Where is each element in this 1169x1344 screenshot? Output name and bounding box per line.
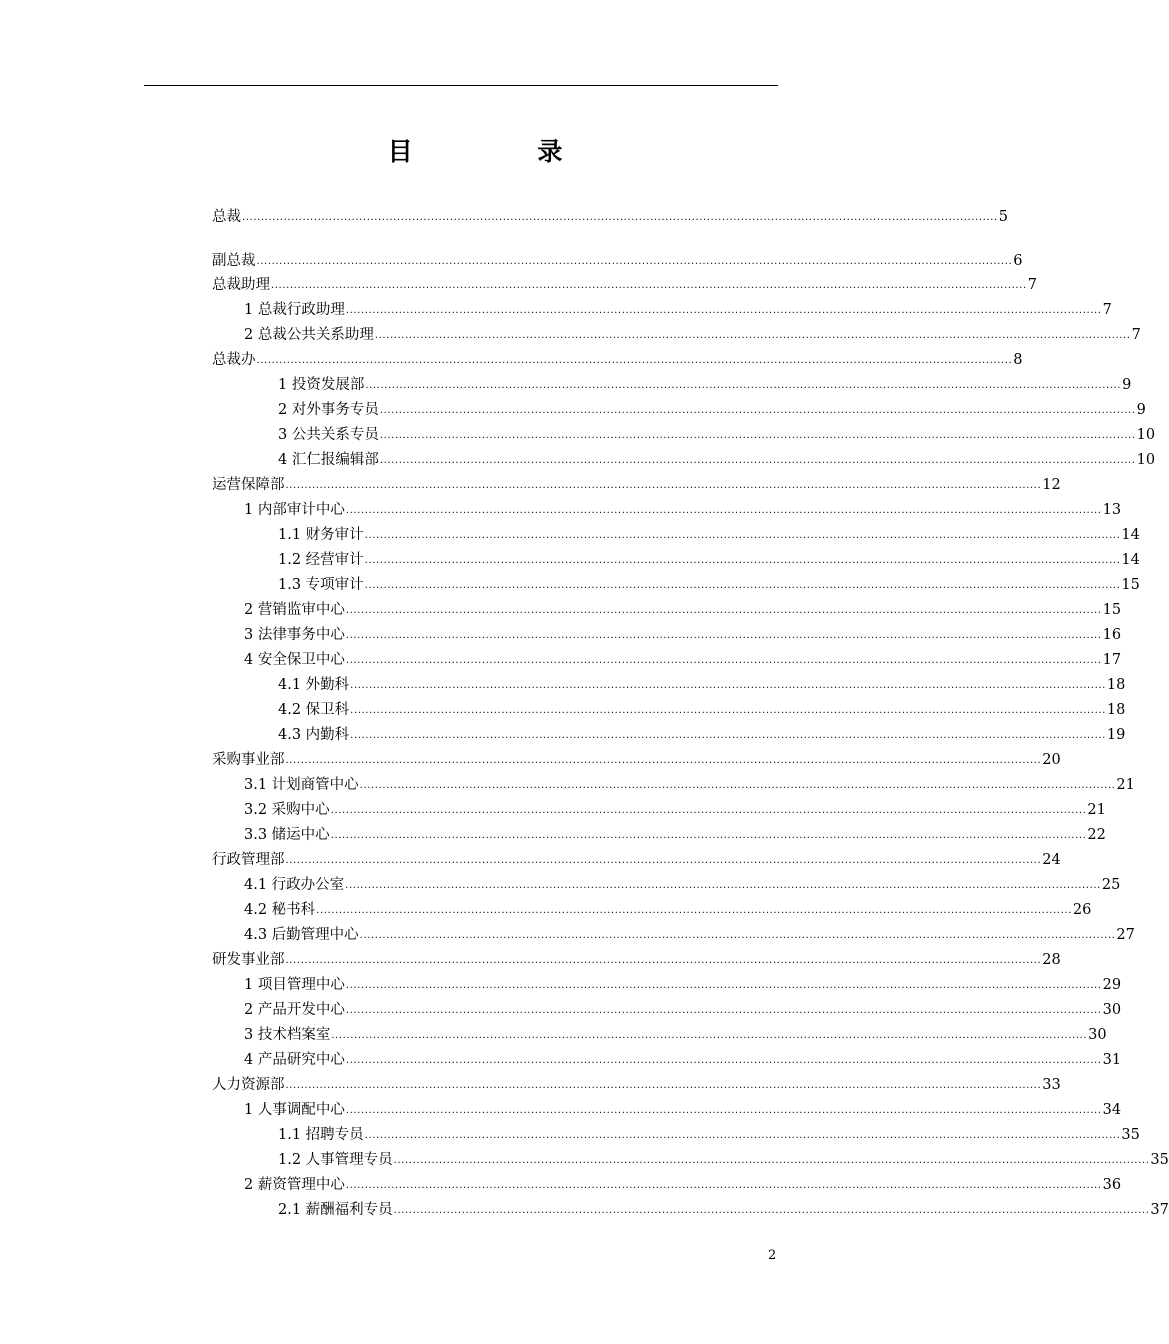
toc-entry-page: 14	[1121, 552, 1140, 568]
toc-entry-page: 35	[1121, 1127, 1140, 1143]
toc-entry[interactable]	[212, 1070, 1061, 1094]
toc-entry-label: 4.1 外勤科	[278, 677, 350, 693]
toc-entry-label: 4.2 秘书科	[244, 902, 316, 918]
toc-entry-page: 33	[1042, 1077, 1061, 1093]
toc-entry[interactable]	[212, 945, 1061, 969]
toc-entry-label: 1.1 招聘专员	[278, 1127, 364, 1143]
toc-entry-label: 4 汇仁报编辑部	[278, 452, 379, 468]
toc-entry[interactable]	[244, 1170, 1122, 1194]
toc-entry-label: 3 技术档案室	[244, 1027, 331, 1043]
toc-entry[interactable]	[244, 795, 1106, 819]
toc-entry-label: 行政管理部	[212, 852, 285, 868]
toc-leader-dots: ........................................................................................................................................................................................................	[345, 980, 1102, 991]
toc-entry[interactable]	[278, 720, 1126, 744]
toc-entry-page: 12	[1042, 477, 1061, 493]
toc-entry-page: 36	[1102, 1177, 1122, 1193]
toc-leader-dots: ........................................................................................................................................................................................................	[379, 405, 1136, 416]
toc-entry-label: 2 产品开发中心	[244, 1002, 345, 1018]
toc-entry[interactable]	[244, 595, 1122, 619]
toc-leader-dots: ........................................................................................................................................................................................................	[345, 1055, 1102, 1066]
toc-leader-dots: ........................................................................................................................................................................................................	[285, 855, 1042, 866]
toc-entry-label: 1.2 人事管理专员	[278, 1152, 393, 1168]
toc-entry[interactable]	[244, 1095, 1122, 1119]
toc-entry-page: 30	[1102, 1002, 1122, 1018]
toc-entry-page: 17	[1102, 652, 1122, 668]
toc-entry-label: 2 总裁公共关系助理	[244, 327, 374, 343]
toc-leader-dots: ........................................................................................................................................................................................................	[271, 280, 1027, 291]
toc-entry[interactable]	[244, 620, 1122, 644]
toc-leader-dots: ........................................................................................................................................................................................................	[345, 630, 1102, 641]
toc-entry-page: 24	[1042, 852, 1061, 868]
toc-entry-label: 1 内部审计中心	[244, 502, 345, 518]
toc-leader-dots: ........................................................................................................................................................................................................	[285, 480, 1042, 491]
toc-leader-dots: ........................................................................................................................................................................................................	[393, 1155, 1150, 1166]
toc-entry-page: 15	[1102, 602, 1122, 618]
toc-entry[interactable]	[212, 270, 1037, 294]
toc-leader-dots: ........................................................................................................................................................................................................	[393, 1205, 1150, 1216]
toc-entry-label: 3.1 计划商管中心	[244, 777, 359, 793]
toc-entry-page: 10	[1136, 427, 1156, 443]
toc-entry[interactable]	[212, 246, 1023, 270]
toc-entry[interactable]	[244, 970, 1122, 994]
toc-entry[interactable]	[278, 445, 1156, 469]
toc-entry-label: 采购事业部	[212, 752, 285, 768]
toc-entry-page: 9	[1136, 402, 1146, 418]
toc-entry-page: 22	[1087, 827, 1106, 843]
toc-entry-label: 4.1 行政办公室	[244, 877, 345, 893]
header-rule	[144, 85, 778, 86]
toc-leader-dots: ........................................................................................................................................................................................................	[256, 256, 1013, 267]
toc-entry[interactable]	[244, 495, 1122, 519]
toc-leader-dots: ........................................................................................................................................................................................................	[331, 1030, 1088, 1041]
toc-leader-dots: ........................................................................................................................................................................................................	[330, 830, 1087, 841]
toc-leader-dots: ........................................................................................................................................................................................................	[345, 505, 1102, 516]
toc-entry[interactable]	[244, 1020, 1107, 1044]
toc-entry[interactable]	[244, 770, 1135, 794]
toc-entry-page: 14	[1121, 527, 1140, 543]
toc-leader-dots: ........................................................................................................................................................................................................	[345, 1005, 1102, 1016]
toc-entry-page: 34	[1102, 1102, 1122, 1118]
toc-entry-page: 21	[1087, 802, 1106, 818]
toc-entry-label: 3.2 采购中心	[244, 802, 330, 818]
toc-entry-page: 19	[1106, 727, 1126, 743]
toc-entry-label: 2.1 薪酬福利专员	[278, 1202, 393, 1218]
toc-entry[interactable]	[212, 345, 1023, 369]
toc-entry-label: 2 薪资管理中心	[244, 1177, 345, 1193]
toc-entry[interactable]	[278, 370, 1132, 394]
toc-entry[interactable]	[278, 670, 1126, 694]
toc-entry-label: 1 投资发展部	[278, 377, 365, 393]
toc-entry-label: 总裁办	[212, 352, 256, 368]
toc-leader-dots: ........................................................................................................................................................................................................	[365, 380, 1122, 391]
toc-entry[interactable]	[244, 870, 1121, 894]
toc-entry-page: 27	[1116, 927, 1135, 943]
toc-entry-label: 2 营销监审中心	[244, 602, 345, 618]
toc-leader-dots: ........................................................................................................................................................................................................	[364, 530, 1121, 541]
toc-leader-dots: ........................................................................................................................................................................................................	[345, 880, 1101, 891]
toc-entry[interactable]	[244, 320, 1141, 344]
toc-entry[interactable]	[212, 470, 1061, 494]
toc-entry-page: 18	[1106, 702, 1126, 718]
toc-leader-dots: ........................................................................................................................................................................................................	[256, 355, 1013, 366]
toc-entry-label: 4 产品研究中心	[244, 1052, 345, 1068]
toc-leader-dots: ........................................................................................................................................................................................................	[350, 730, 1106, 741]
toc-entry-label: 总裁助理	[212, 277, 270, 293]
toc-leader-dots: ........................................................................................................................................................................................................	[330, 805, 1087, 816]
toc-leader-dots: ........................................................................................................................................................................................................	[345, 1105, 1102, 1116]
toc-entry-label: 3.3 储运中心	[244, 827, 330, 843]
toc-leader-dots: ........................................................................................................................................................................................................	[345, 305, 1102, 316]
toc-entry-label: 4.2 保卫科	[278, 702, 350, 718]
page-title: 目 录	[387, 137, 621, 166]
toc-entry-label: 3 公共关系专员	[278, 427, 379, 443]
toc-entry[interactable]	[278, 570, 1140, 594]
toc-leader-dots: ........................................................................................................................................................................................................	[364, 580, 1121, 591]
toc-entry[interactable]	[278, 1145, 1169, 1169]
toc-entry-page: 31	[1102, 1052, 1122, 1068]
toc-entry-label: 运营保障部	[212, 477, 285, 493]
toc-entry[interactable]	[278, 545, 1140, 569]
toc-entry[interactable]	[212, 202, 1008, 226]
toc-entry-page: 37	[1150, 1202, 1169, 1218]
toc-entry[interactable]	[278, 395, 1146, 419]
toc-entry-page: 35	[1150, 1152, 1169, 1168]
toc-leader-dots: ........................................................................................................................................................................................................	[379, 430, 1136, 441]
toc-entry-label: 副总裁	[212, 253, 256, 269]
toc-leader-dots: ........................................................................................................................................................................................................	[285, 955, 1042, 966]
toc-entry-page: 29	[1102, 977, 1122, 993]
toc-entry-label: 总裁	[212, 209, 241, 225]
toc-entry-label: 1.2 经营审计	[278, 552, 364, 568]
toc-entry-page: 7	[1131, 327, 1141, 343]
page-number: 2	[768, 1248, 777, 1263]
toc-entry-page: 28	[1042, 952, 1061, 968]
toc-entry-page: 18	[1106, 677, 1126, 693]
toc-entry-page: 9	[1122, 377, 1132, 393]
toc-leader-dots: ........................................................................................................................................................................................................	[350, 705, 1106, 716]
toc-leader-dots: ........................................................................................................................................................................................................	[359, 780, 1116, 791]
toc-entry[interactable]	[244, 820, 1106, 844]
toc-entry-label: 1 项目管理中心	[244, 977, 345, 993]
toc-entry-page: 16	[1102, 627, 1122, 643]
toc-entry-label: 1.1 财务审计	[278, 527, 364, 543]
toc-entry[interactable]	[278, 520, 1140, 544]
toc-leader-dots: ........................................................................................................................................................................................................	[345, 605, 1102, 616]
toc-entry-page: 5	[998, 209, 1008, 225]
toc-leader-dots: ........................................................................................................................................................................................................	[364, 1130, 1121, 1141]
toc-entry[interactable]	[244, 920, 1135, 944]
toc-entry-page: 7	[1027, 277, 1037, 293]
toc-leader-dots: ........................................................................................................................................................................................................	[350, 680, 1106, 691]
toc-entry[interactable]	[212, 745, 1061, 769]
toc-entry-page: 15	[1121, 577, 1140, 593]
toc-entry-page: 7	[1102, 302, 1112, 318]
toc-entry[interactable]	[278, 420, 1156, 444]
toc-leader-dots: ........................................................................................................................................................................................................	[345, 1180, 1102, 1191]
toc-entry[interactable]	[278, 1195, 1169, 1219]
toc-entry[interactable]	[212, 845, 1061, 869]
toc-leader-dots: ........................................................................................................................................................................................................	[285, 755, 1042, 766]
toc-entry[interactable]	[278, 1120, 1140, 1144]
toc-entry-page: 21	[1116, 777, 1135, 793]
toc-entry-label: 1 总裁行政助理	[244, 302, 345, 318]
toc-entry-label: 4 安全保卫中心	[244, 652, 345, 668]
toc-entry[interactable]	[244, 995, 1122, 1019]
toc-entry[interactable]	[244, 645, 1122, 669]
toc-entry-page: 13	[1102, 502, 1122, 518]
toc-entry-label: 人力资源部	[212, 1077, 285, 1093]
toc-leader-dots: ........................................................................................................................................................................................................	[379, 455, 1136, 466]
toc-entry-page: 10	[1136, 452, 1156, 468]
toc-entry[interactable]	[244, 895, 1092, 919]
toc-entry-page: 20	[1042, 752, 1061, 768]
toc-entry-page: 25	[1101, 877, 1121, 893]
toc-entry[interactable]	[278, 695, 1126, 719]
toc-leader-dots: ........................................................................................................................................................................................................	[242, 212, 998, 223]
toc-entry[interactable]	[244, 295, 1112, 319]
toc-entry-page: 30	[1088, 1027, 1107, 1043]
toc-leader-dots: ........................................................................................................................................................................................................	[345, 655, 1102, 666]
toc-entry-label: 1.3 专项审计	[278, 577, 364, 593]
toc-entry[interactable]	[244, 1045, 1122, 1069]
toc-leader-dots: ........................................................................................................................................................................................................	[316, 905, 1072, 916]
toc-entry-page: 26	[1072, 902, 1092, 918]
toc-entry-label: 4.3 后勤管理中心	[244, 927, 359, 943]
toc-leader-dots: ........................................................................................................................................................................................................	[285, 1080, 1042, 1091]
toc-leader-dots: ........................................................................................................................................................................................................	[364, 555, 1121, 566]
toc-entry-page: 6	[1013, 253, 1023, 269]
toc-leader-dots: ........................................................................................................................................................................................................	[359, 930, 1116, 941]
toc-leader-dots: ........................................................................................................................................................................................................	[374, 330, 1131, 341]
toc-entry-label: 3 法律事务中心	[244, 627, 345, 643]
toc-entry-label: 4.3 内勤科	[278, 727, 350, 743]
toc-entry-label: 2 对外事务专员	[278, 402, 379, 418]
toc-entry-label: 研发事业部	[212, 952, 285, 968]
toc-entry-label: 1 人事调配中心	[244, 1102, 345, 1118]
toc-entry-page: 8	[1013, 352, 1023, 368]
